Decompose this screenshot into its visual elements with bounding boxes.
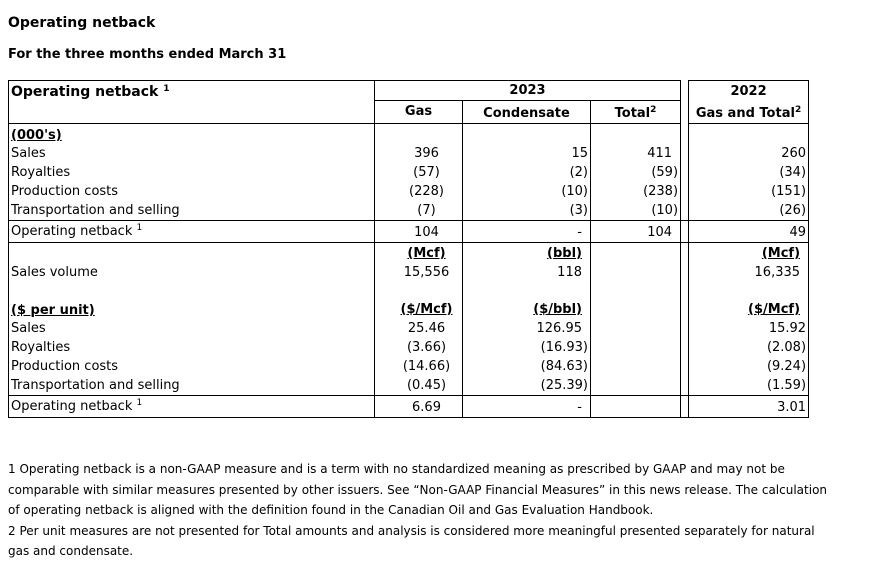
cell-total: (59)	[591, 163, 681, 182]
header-row-years	[9, 81, 809, 101]
cell-condensate: 118	[463, 263, 591, 282]
cell-gas: (7)	[375, 201, 463, 221]
page-title: Operating netback	[8, 15, 156, 31]
table-row	[9, 182, 809, 201]
cell-gas: (14.66)	[375, 357, 463, 376]
cell-gas: 396	[375, 144, 463, 163]
row-label: Production costs	[9, 182, 375, 201]
row-label: Sales volume	[9, 263, 375, 282]
cell-2022: 16,335	[689, 263, 809, 282]
row-label: Transportation and selling	[9, 201, 375, 221]
col-total-header	[591, 101, 681, 124]
cell-2022: 49	[689, 221, 809, 243]
cell-condensate: -	[463, 221, 591, 243]
table-row	[9, 319, 809, 338]
cell-condensate: (25.39)	[463, 376, 591, 396]
col-condensate-header: Condensate	[463, 101, 591, 124]
cell-total: (238)	[591, 182, 681, 201]
row-label-cell	[9, 221, 375, 243]
cell-2022: 3.01	[689, 396, 809, 418]
col-gas-total-header	[689, 101, 809, 124]
unit-2022: ($/Mcf)	[748, 302, 801, 317]
cell-total: (10)	[591, 201, 681, 221]
table-row	[9, 376, 809, 396]
section-header-per-unit: ($ per unit)	[11, 303, 95, 318]
unit-2022: (Mcf)	[761, 246, 801, 261]
col-gas-total-label: Gas and Total	[695, 106, 795, 121]
table-label: Operating netback	[11, 84, 159, 100]
cell-2022: 15.92	[689, 319, 809, 338]
cell-condensate: (3)	[463, 201, 591, 221]
cell-2022: (2.08)	[689, 338, 809, 357]
cell-condensate: (10)	[463, 182, 591, 201]
cell-2022: (151)	[689, 182, 809, 201]
cell-gas: 104	[375, 221, 463, 243]
col-gas-header: Gas	[375, 101, 463, 124]
row-label-cell	[9, 396, 375, 418]
cell-2022: 260	[689, 144, 809, 163]
cell-condensate: (84.63)	[463, 357, 591, 376]
volume-units-row	[9, 243, 809, 264]
cell-gas: (57)	[375, 163, 463, 182]
footnote-1: 1 Operating netback is a non-GAAP measure and is a term with no standardized meaning as prescribed by GAAP and may not be comparable with similar measures presented by other issuers. See “Non-GAAP Financial Measures” in this news release. The calculation of operating netback is aligned with the definition found in the Canadian Oil and Gas Evaluation Handbook.	[8, 462, 828, 517]
operating-netback-table	[8, 80, 809, 418]
table-row	[9, 357, 809, 376]
cell-2022: (26)	[689, 201, 809, 221]
cell-total: 411	[591, 144, 681, 163]
table-row	[9, 144, 809, 163]
table-label-cell	[9, 81, 375, 124]
footnotes	[8, 459, 828, 562]
cell-condensate: 126.95	[463, 319, 591, 338]
table-row	[9, 338, 809, 357]
row-label: Royalties	[9, 338, 375, 357]
row-label: Production costs	[9, 357, 375, 376]
cell-gas: (3.66)	[375, 338, 463, 357]
section-header-row	[9, 282, 809, 319]
cell-gas: 15,556	[375, 263, 463, 282]
year-2023-header: 2023	[375, 81, 681, 101]
table-row	[9, 163, 809, 182]
cell-2022: (34)	[689, 163, 809, 182]
footnote-ref: 1	[163, 84, 170, 94]
row-label: Operating netback	[11, 399, 133, 414]
cell-condensate: (2)	[463, 163, 591, 182]
col-total-label: Total	[614, 106, 651, 121]
section-header-row	[9, 124, 809, 145]
cell-gas: 6.69	[375, 396, 463, 418]
cell-gas: 25.46	[375, 319, 463, 338]
unit-gas: (Mcf)	[407, 246, 446, 261]
netback-row	[9, 221, 809, 243]
unit-gas: ($/Mcf)	[400, 302, 453, 317]
cell-condensate: -	[463, 396, 591, 418]
footnote-2: 2 Per unit measures are not presented for Total amounts and analysis is considered more meaningful presented separately for natural gas and condensate.	[8, 523, 815, 558]
netback-row	[9, 396, 809, 418]
row-label: Sales	[9, 319, 375, 338]
unit-condensate: (bbl)	[547, 246, 582, 261]
row-label: Operating netback	[11, 224, 133, 239]
cell-2022: (9.24)	[689, 357, 809, 376]
cell-gas: (228)	[375, 182, 463, 201]
row-label: Transportation and selling	[9, 376, 375, 396]
cell-condensate: 15	[463, 144, 591, 163]
cell-2022: (1.59)	[689, 376, 809, 396]
year-2022-header: 2022	[689, 81, 809, 101]
footnote-ref: 2	[794, 105, 802, 115]
footnote-ref: 2	[650, 105, 657, 115]
period-subtitle: For the three months ended March 31	[8, 47, 287, 62]
unit-condensate: ($/bbl)	[533, 302, 582, 317]
section-header-thousands: (000's)	[11, 128, 62, 143]
cell-gas: (0.45)	[375, 376, 463, 396]
cell-condensate: (16.93)	[463, 338, 591, 357]
footnote-ref: 1	[136, 223, 143, 233]
row-label: Royalties	[9, 163, 375, 182]
row-label: Sales	[9, 144, 375, 163]
table-row	[9, 201, 809, 221]
sales-volume-row	[9, 263, 809, 282]
footnote-ref: 1	[136, 398, 143, 408]
cell-total: 104	[591, 221, 681, 243]
